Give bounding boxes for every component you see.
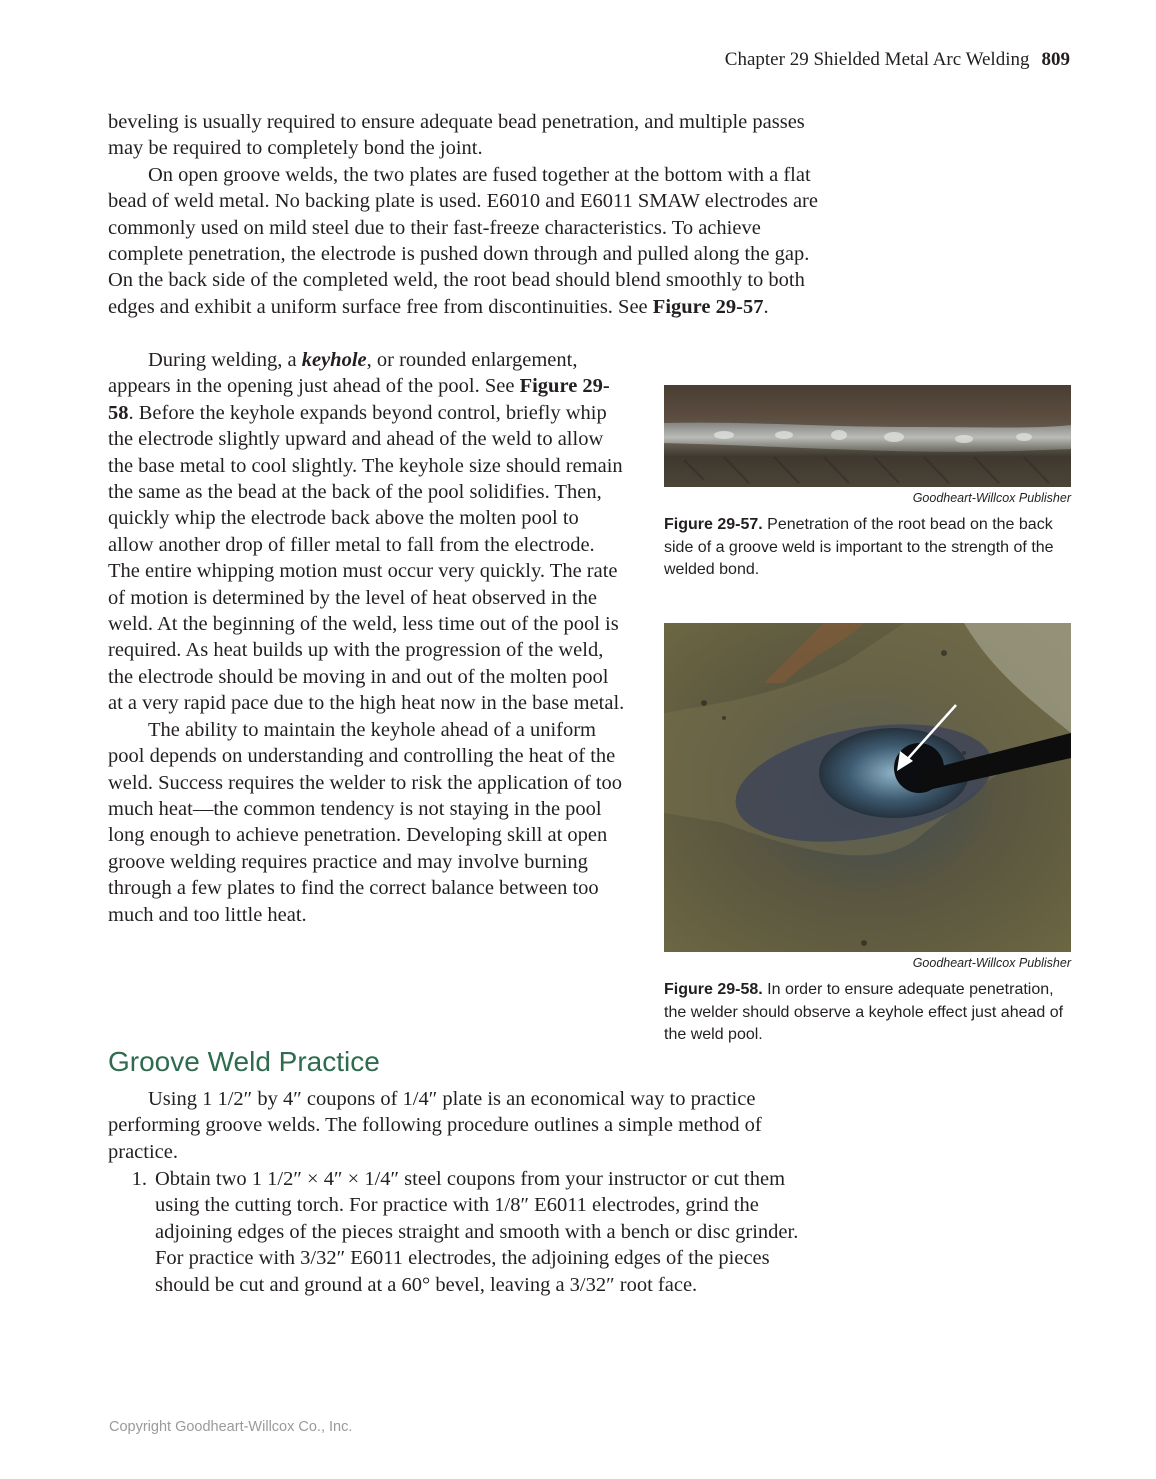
paragraph-text: .	[763, 295, 769, 318]
keyhole-weld-photo	[664, 623, 1071, 952]
figure-label: Figure 29-58.	[664, 981, 763, 998]
running-header	[725, 49, 1070, 71]
procedure-list	[108, 1166, 828, 1298]
figure-29-57	[664, 385, 1071, 582]
figure-caption	[664, 514, 1071, 582]
page-number: 809	[1041, 49, 1070, 70]
caption-text: Penetration of the root bead on the back side of a groove weld is important to the strength of the welded bond.	[664, 516, 1054, 578]
caption-text: In order to ensure adequate penetration, the welder should observe a keyhole effect just ahead of the weld pool.	[664, 981, 1064, 1043]
section-intro	[108, 1086, 828, 1165]
figure-label: Figure 29-57.	[664, 516, 763, 533]
figure-caption	[664, 979, 1071, 1047]
step-number: 1.	[131, 1168, 147, 1190]
paragraph-open-groove	[108, 162, 828, 320]
photo-credit: Goodheart-Willcox Publisher	[912, 956, 1071, 970]
paragraph-heat-control: The ability to maintain the keyhole ahead of a uniform pool depends on understanding and controlling the heat of the weld. Success requires the welder to risk the application of too much heat—the common tendency is not staying in the pool long enough to achieve penetration. Developing skill at open groove welding requires practice and may involve burning through a few plates to find the correct balance between too much and too little heat.	[108, 718, 623, 926]
figure-29-58	[664, 623, 1071, 1047]
paragraph-intro: Using 1 1/2″ by 4″ coupons of 1/4″ plate is an economical way to practice performing groove welds. The following procedure outlines a simple method of practice.	[108, 1088, 762, 1163]
paragraph-text: , or rounded enlargement, appears in the opening just ahead of the pool. See	[108, 349, 578, 398]
paragraph-text: On open groove welds, the two plates are fused together at the bottom with a flat bead of weld metal. No backing plate is used. E6010 and E6011 SMAW electrodes are commonly used on mild steel due to their fast-freeze characteristics. To achieve complete penetration, the electrode is pushed down through and pulled along the gap. On the back side of the completed weld, the root bead should blend smoothly to both edges and exhibit a uniform surface free from discontinuities. See	[108, 163, 818, 318]
body-column	[108, 347, 628, 928]
paragraph-text: . Before the keyhole expands beyond control, briefly whip the electrode slightly upward and ahead of the weld to allow the base metal to cool slightly. The keyhole size should remain the same as the bead at the back of the pool solidifies. Then, quickly whip the electrode back above the molten pool to allow another drop of filler metal to fall from the electrode. The entire whipping motion must occur very quickly. The rate of motion is determined by the level of heat observed in the weld. At the beginning of the weld, less time out of the pool is required. As heat builds up with the progression of the weld, the electrode should be moving in and out of the molten pool at a very rapid pace due to the high heat now in the base metal.	[108, 401, 625, 715]
weld-root-bead-photo	[664, 385, 1071, 487]
root-bead-image	[664, 385, 1071, 487]
paragraph-keyhole	[108, 347, 628, 717]
key-term: keyhole	[301, 349, 367, 371]
chapter-title: Chapter 29 Shielded Metal Arc Welding	[724, 49, 1030, 70]
figure-reference: Figure 29-58	[108, 375, 610, 424]
paragraph-text: During welding, a	[148, 349, 302, 371]
photo-credit: Goodheart-Willcox Publisher	[912, 491, 1071, 505]
paragraph-continuation: beveling is usually required to ensure adequate bead penetration, and multiple passes may be required to completely bond the joint.	[108, 111, 805, 160]
copyright-footer: Copyright Goodheart-Willcox Co., Inc.	[109, 1419, 353, 1435]
figure-reference: Figure 29-57	[652, 295, 764, 318]
section-heading: Groove Weld Practice	[108, 1046, 380, 1077]
body-top	[108, 109, 828, 320]
keyhole-image	[664, 623, 1071, 952]
list-item	[108, 1166, 828, 1298]
step-text: Obtain two 1 1/2″ × 4″ × 1/4″ steel coupons from your instructor or cut them using the cutting torch. For practice with 1/8″ E6011 electrodes, grind the adjoining edges of the pieces straight and smooth with a bench or disc grinder. For practice with 3/32″ E6011 electrodes, the adjoining edges of the pieces should be cut and ground at a 60° bevel, leaving a 3/32″ root face.	[155, 1168, 799, 1296]
